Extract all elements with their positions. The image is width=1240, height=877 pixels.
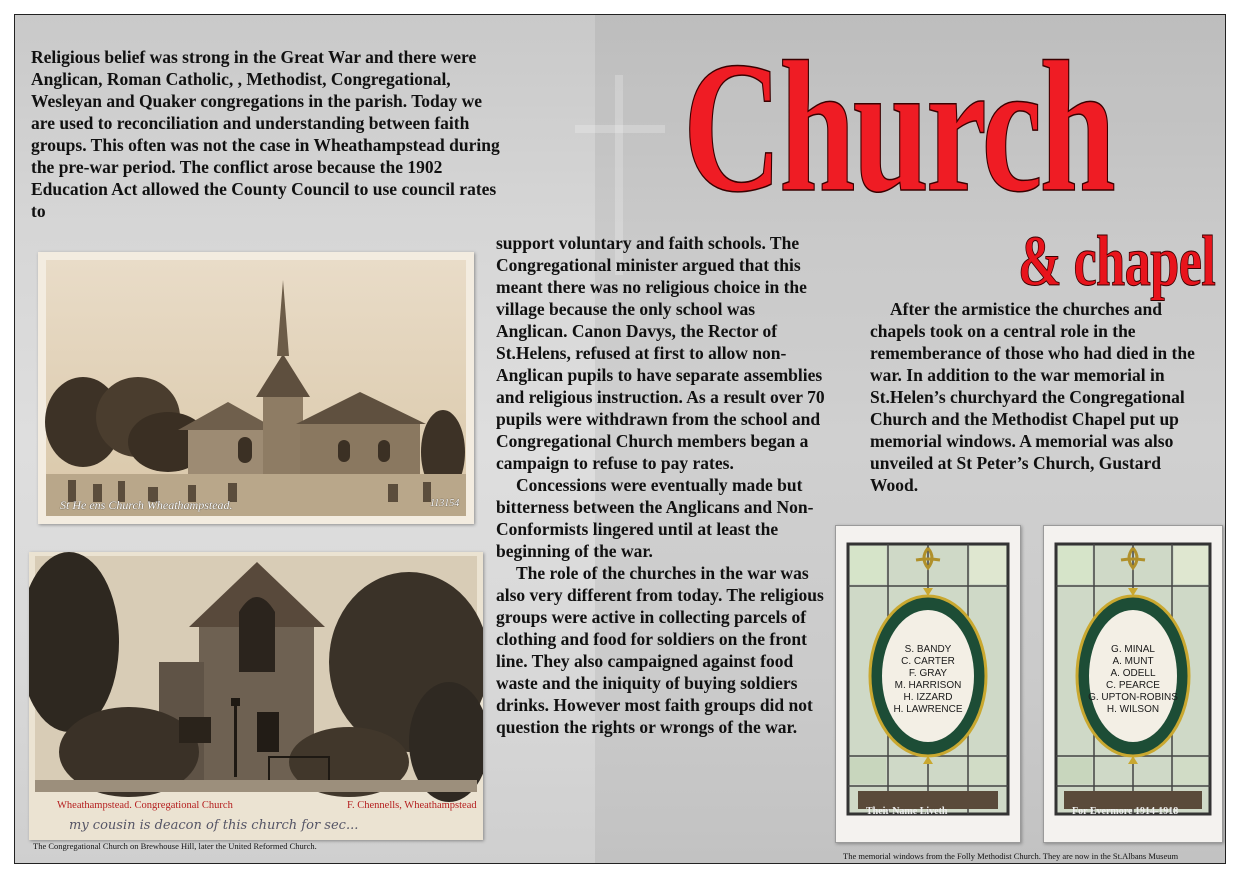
congregational-church-photo xyxy=(29,552,483,840)
left-name: F. GRAY xyxy=(908,668,948,679)
intro-paragraph xyxy=(31,46,501,222)
right-window-names xyxy=(1083,644,1183,716)
photo2-left-caption: Wheathampstead. Congregational Church xyxy=(57,800,233,811)
photo2-caption: The Congregational Church on Brewhouse Hill, later the United Reformed Church. xyxy=(33,841,317,851)
right-paragraph: After the armistice the churches and chapels took on a central role in the rememberance of those who had died in the war. In addition to the war memorial in St.Helen’s churchyard the Congregational Church and the Methodist Chapel put up memorial windows. A memorial was also unveiled at St Peter’s Church, Gustard Wood. xyxy=(870,299,1195,495)
memorial-window-left xyxy=(835,525,1021,843)
middle-paragraph-1: support voluntary and faith schools. The Congregational minister argued that this meant there was no religious choice in the village because the only school was Anglican. Canon Davys, the Rector of St.Helens, refused at first to allow non-Anglican pupils to have separate assemblies and religious instruction. As a result over 70 pupils were withdrawn from the school and Congregational Church members began a campaign to refuse to pay rates. xyxy=(496,233,825,473)
left-name: S. BANDY xyxy=(904,644,952,655)
congregational-church-image xyxy=(29,552,483,840)
left-window-scroll: Their Name Liveth xyxy=(866,806,948,817)
photo1-label: St He ens Church Wheathampstead. xyxy=(60,498,233,512)
st-helens-church-photo xyxy=(38,252,474,524)
photo1-code: 113154 xyxy=(430,498,460,509)
right-name: G. UPTON-ROBINS xyxy=(1088,692,1178,703)
middle-paragraph-2: Concessions were eventually made but bitterness between the Anglicans and Non-Conformists lingered until at least the beginning of the war. xyxy=(496,475,814,561)
right-name: H. WILSON xyxy=(1106,704,1160,715)
right-window-scroll: For Evermore 1914-1918 xyxy=(1072,806,1179,817)
st-helens-church-image xyxy=(38,252,474,524)
photo2-handwriting: my cousin is deacon of this church for sec... xyxy=(69,818,359,833)
photo2-right-caption: F. Chennells, Wheathampstead xyxy=(347,800,477,811)
background-cross-bar xyxy=(575,125,665,133)
left-name: H. LAWRENCE xyxy=(893,704,963,715)
right-name: A. ODELL xyxy=(1110,668,1156,679)
windows-caption: The memorial windows from the Folly Methodist Church. They are now in the St.Albans Museum xyxy=(843,851,1179,861)
page-subtitle: & chapel xyxy=(1018,221,1216,301)
intro-text: Religious belief was strong in the Great War and there were Anglican, Roman Catholic, , Methodist, Congregational, Wesleyan and Quaker congregations in the parish. Today we are used to reconciliation and understanding between faith groups. This often was not the case in Wheathampstead during the pre-war period. The conflict arose because the 1902 Education Act allowed the County Council to use council rates to xyxy=(31,47,500,221)
right-name: C. PEARCE xyxy=(1106,680,1160,691)
left-name: C. CARTER xyxy=(901,656,955,667)
poster xyxy=(14,14,1226,864)
right-column xyxy=(870,298,1200,496)
left-window-names xyxy=(882,644,974,716)
right-name: G. MINAL xyxy=(1111,644,1155,655)
middle-column xyxy=(496,232,826,738)
page-title: Church xyxy=(683,22,1113,231)
left-name: H. IZZARD xyxy=(903,692,953,703)
memorial-window-right xyxy=(1043,525,1223,843)
right-name: A. MUNT xyxy=(1112,656,1154,667)
left-name: M. HARRISON xyxy=(894,680,962,691)
middle-paragraph-3: The role of the churches in the war was also very different from today. The religious groups were active in collecting parcels of clothing and food for soldiers on the front line. They also campaigned against food waste and the iniquity of buying soldiers drinks. However most faith groups did not question the rights or wrongs of the war. xyxy=(496,563,824,737)
